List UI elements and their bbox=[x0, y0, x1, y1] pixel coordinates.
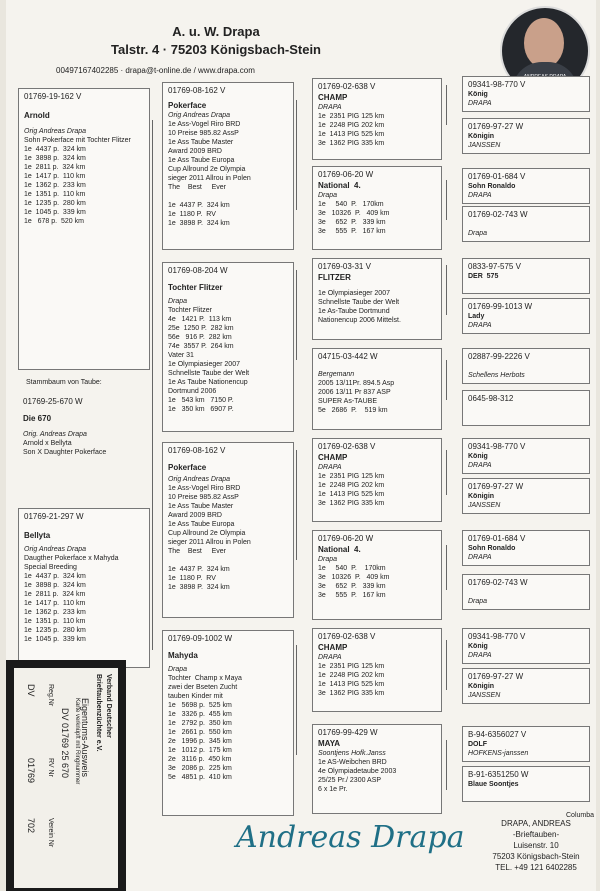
ring-number: 02887-99-2226 V bbox=[468, 352, 530, 361]
text-line: 1e 3898 p. 324 km bbox=[24, 582, 86, 589]
pigeon-name: DER 575 bbox=[468, 273, 499, 280]
ring-number: 01769-08-162 V bbox=[168, 446, 226, 455]
connector-line bbox=[446, 360, 447, 400]
pigeon-name: König bbox=[468, 453, 488, 460]
results-list bbox=[24, 572, 144, 644]
ring-number: 01769-97-27 W bbox=[468, 672, 524, 681]
breeder-line: DRAPA bbox=[468, 554, 492, 561]
pedigree-sheet bbox=[6, 0, 596, 891]
text-line: 3e 10326 P. 409 km bbox=[318, 574, 390, 581]
text-line: 1e As Taube Nationencup bbox=[168, 379, 248, 386]
pigeon-name: Lady bbox=[468, 313, 485, 320]
info-list bbox=[168, 674, 288, 782]
breeder-line: JANSSEN bbox=[468, 692, 501, 699]
text-line bbox=[168, 556, 288, 565]
ring-number: 01769-21-297 W bbox=[24, 512, 84, 521]
card-mahyda bbox=[162, 630, 294, 816]
connector-line bbox=[446, 450, 447, 495]
ring-number: B-94-6356027 V bbox=[468, 730, 527, 739]
text-line: 25/25 Pr./ 2300 ASP bbox=[318, 777, 382, 784]
breeder-line: DRAPA bbox=[468, 462, 492, 469]
breeder-line: Drapa bbox=[318, 192, 338, 199]
ring-number: 01769-01-684 V bbox=[468, 172, 526, 181]
text-line: Arnold x Bellyta bbox=[23, 440, 72, 447]
text-line: 1e 1235 p. 280 km bbox=[24, 627, 86, 634]
ring-number: 01769-97-27 W bbox=[468, 482, 524, 491]
info-list bbox=[168, 120, 288, 228]
text-line: 1e 1180 P. RV bbox=[168, 211, 216, 218]
card-great-grandparent bbox=[462, 118, 590, 154]
text-line: 1e Olympiasieger 2007 bbox=[318, 290, 390, 297]
text-line: TEL. +49 121 6402285 bbox=[495, 863, 577, 872]
text-line: 10 Preise 985.82 AssP bbox=[168, 130, 239, 137]
ring-number: 01769-02-638 V bbox=[318, 82, 376, 91]
text-line: 1e Ass Taube Master bbox=[168, 139, 234, 146]
ring-number: 0645-98-312 bbox=[468, 394, 514, 403]
breeder-line: DRAPA bbox=[318, 654, 342, 661]
text-line: Daugther Pokerface x Mahyda bbox=[24, 555, 119, 562]
text-line: Cup Allround 2e Olympia bbox=[168, 166, 246, 173]
text-line: 74e 3557 P. 264 km bbox=[168, 343, 234, 350]
ring-number: 09341-98-770 V bbox=[468, 80, 526, 89]
text-line: 3e 1362 PIG 335 km bbox=[318, 140, 385, 147]
text-line: 1e 1413 PIG 525 km bbox=[318, 491, 385, 498]
text-line: Schnellste Taube der Welt bbox=[168, 370, 250, 377]
text-line: 1e 1413 PIG 525 km bbox=[318, 131, 385, 138]
card-champ-1 bbox=[312, 78, 442, 160]
pigeon-name bbox=[468, 404, 584, 413]
text-line: 1e 1045 p. 339 km bbox=[24, 209, 86, 216]
text-line: 1e 1351 p. 110 km bbox=[24, 191, 86, 198]
text-line: 1e 1417 p. 110 km bbox=[24, 600, 86, 607]
text-line: 2e 3116 p. 450 km bbox=[168, 756, 232, 763]
text-line: 5e 2686 P. 519 km bbox=[318, 407, 388, 414]
text-line: 1e 350 km 6907 P. bbox=[168, 406, 234, 413]
text-line: 1e Ass Taube Europa bbox=[168, 521, 235, 528]
connector-line bbox=[446, 545, 447, 590]
text-line: 3e 2086 p. 225 km bbox=[168, 765, 232, 772]
pigeon-name: Pokerface bbox=[168, 101, 207, 110]
text-line: 1e Ass Taube Master bbox=[168, 503, 234, 510]
text-line: 1e AS-Weibchen BRD bbox=[318, 759, 387, 766]
card-org-line: Verband Deutscher bbox=[105, 674, 112, 738]
text-line: 1e 4437 p. 324 km bbox=[24, 146, 86, 153]
info-list bbox=[318, 758, 436, 794]
card-great-grandparent bbox=[462, 766, 590, 802]
pigeon-name: König bbox=[468, 643, 488, 650]
text-line: 3e 1362 PIG 335 km bbox=[318, 500, 385, 507]
text-line: The Best Ever bbox=[168, 184, 226, 191]
card-org-line: Brieftaubenzüchter e.V. bbox=[95, 674, 102, 752]
ownership-card bbox=[6, 660, 126, 891]
text-line: 3e 1362 PIG 335 km bbox=[318, 690, 385, 697]
description-line: Sohn Pokerface mit Tochter Flitzer bbox=[24, 137, 131, 144]
ring-number: 09341-98-770 V bbox=[468, 442, 526, 451]
connector-line bbox=[296, 100, 297, 210]
card-national-2 bbox=[312, 530, 442, 620]
pigeon-name: CHAMP bbox=[318, 453, 348, 462]
pigeon-name bbox=[468, 220, 584, 229]
info-list bbox=[318, 379, 436, 415]
card-great-grandparent bbox=[462, 628, 590, 664]
card-champ-2 bbox=[312, 438, 442, 522]
text-line: Son X Daughter Pokerface bbox=[23, 449, 107, 456]
ring-number: 09341-98-770 V bbox=[468, 632, 526, 641]
card-pokerface-1 bbox=[162, 82, 294, 250]
text-line: 5e 4851 p. 410 km bbox=[168, 774, 232, 781]
breeder-line: DRAPA bbox=[468, 100, 492, 107]
text-line: 1e 1045 p. 339 km bbox=[24, 636, 86, 643]
text-line: Luisenstr. 10 bbox=[513, 841, 559, 850]
card-ring-number: DV 01769 25 670 bbox=[60, 708, 70, 779]
ownership-card-inner bbox=[14, 668, 118, 888]
card-pokerface-2 bbox=[162, 442, 294, 618]
connector-line bbox=[446, 640, 447, 690]
connector-line bbox=[446, 740, 447, 790]
text-line: sieger 2011 Allrou in Polen bbox=[168, 539, 251, 546]
text-line: 1e 2351 PIG 125 km bbox=[318, 663, 385, 670]
text-line: zwei der Bseten Zucht bbox=[168, 684, 238, 691]
pigeon-name: Mahyda bbox=[168, 651, 198, 660]
breeder-line: DRAPA bbox=[318, 104, 342, 111]
card-great-grandparent bbox=[462, 478, 590, 514]
text-line: Vater 31 bbox=[168, 352, 194, 359]
info-list bbox=[24, 554, 144, 572]
breeder-stamp bbox=[476, 818, 596, 873]
ring-number: B-91-6351250 W bbox=[468, 770, 529, 779]
connector-line bbox=[296, 450, 297, 560]
text-line: 1e 1235 p. 280 km bbox=[24, 200, 86, 207]
info-list bbox=[23, 439, 145, 457]
ring-number: 04715-03-442 W bbox=[318, 352, 378, 361]
ring-number: 01769-01-684 V bbox=[468, 534, 526, 543]
card-great-grandparent bbox=[462, 726, 590, 762]
breeder-line: Orig Andreas Drapa bbox=[24, 546, 86, 553]
breeder-line: HOFKENS-janssen bbox=[468, 750, 529, 757]
card-champ-3 bbox=[312, 628, 442, 712]
text-line: Special Breeding bbox=[24, 564, 77, 571]
breeder-line: Orig Andreas Drapa bbox=[168, 112, 230, 119]
info-list bbox=[318, 662, 436, 698]
text-line: 1e 2792 p. 350 km bbox=[168, 720, 232, 727]
card-maya bbox=[312, 724, 442, 814]
pigeon-name: Königin bbox=[468, 133, 495, 140]
card-great-grandparent bbox=[462, 258, 590, 294]
card-great-grandparent bbox=[462, 438, 590, 474]
pigeon-name: DOLF bbox=[468, 741, 488, 748]
card-verein-label: Verein Nr bbox=[47, 818, 54, 848]
breeder-line: DRAPA bbox=[468, 192, 492, 199]
pigeon-name: Blaue Soontjes bbox=[468, 781, 519, 788]
connector-line bbox=[296, 645, 297, 755]
text-line: 1e 2811 p. 324 km bbox=[24, 591, 86, 598]
header-contact: 00497167402285 · drapa@t-online.de / www.drapa.com bbox=[56, 66, 255, 75]
info-list bbox=[318, 289, 436, 325]
text-line: 75203 Königsbach-Stein bbox=[492, 852, 580, 861]
breeder-line: Orig Andreas Drapa bbox=[24, 128, 86, 135]
breeder-line: Orig Andreas Drapa bbox=[168, 476, 230, 483]
breeder-line: Soontjens Hofk.Janss bbox=[318, 750, 386, 757]
breeder-line: Drapa bbox=[318, 556, 338, 563]
text-line: sieger 2011 Allrou in Polen bbox=[168, 175, 251, 182]
card-tochter-flitzer bbox=[162, 262, 294, 432]
breeder-line: JANSSEN bbox=[468, 502, 501, 509]
text-line: 1e 540 P. 170km bbox=[318, 565, 386, 572]
text-line: 56e 916 P. 282 km bbox=[168, 334, 232, 341]
ring-number: 01769-06-20 W bbox=[318, 170, 374, 179]
ring-number: 01769-08-162 V bbox=[168, 86, 226, 95]
card-note: Karte verknüpft mit Ringnummer bbox=[74, 698, 80, 785]
card-national-1 bbox=[312, 166, 442, 250]
card-great-grandparent bbox=[462, 348, 590, 384]
card-rv-label: RV Nr bbox=[47, 758, 54, 777]
card-arnold bbox=[18, 88, 150, 370]
text-line: 1e 1351 p. 110 km bbox=[24, 618, 86, 625]
pigeon-name bbox=[468, 588, 584, 597]
text-line: 1e 543 km 7150 P. bbox=[168, 397, 234, 404]
text-line: 2006 13/11 Pr 837 ASP bbox=[318, 389, 391, 396]
ring-number: 01769-02-638 V bbox=[318, 442, 376, 451]
text-line: SUPER As-TAUBE bbox=[318, 398, 377, 405]
card-rv-value: 01769 bbox=[26, 758, 36, 784]
text-line: 1e As-Taube Dortmund bbox=[318, 308, 390, 315]
text-line: Dortmund 2006 bbox=[168, 388, 217, 395]
header-title: A. u. W. Drapa bbox=[172, 24, 260, 39]
text-line: 1e 1012 p. 175 km bbox=[168, 747, 232, 754]
connector-line bbox=[152, 120, 153, 650]
breeder-line: Schellens Herbots bbox=[468, 372, 525, 379]
columba-label: Columba bbox=[566, 812, 595, 819]
text-line: 1e 4437 P. 324 km bbox=[168, 202, 230, 209]
breeder-line: DRAPA bbox=[468, 322, 492, 329]
card-great-grandparent bbox=[462, 390, 590, 426]
text-line: DRAPA, ANDREAS bbox=[501, 819, 571, 828]
pigeon-name: Königin bbox=[468, 493, 495, 500]
pigeon-name: Königin bbox=[468, 683, 495, 690]
text-line: 1e 1417 p. 110 km bbox=[24, 173, 86, 180]
card-great-grandparent bbox=[462, 206, 590, 242]
text-line: 3e 652 P. 339 km bbox=[318, 219, 386, 226]
text-line: 1e 3898 P. 324 km bbox=[168, 584, 230, 591]
text-line: Tochter Champ x Maya bbox=[168, 675, 242, 682]
connector-line bbox=[446, 180, 447, 220]
ring-number: 01769-02-743 W bbox=[468, 578, 528, 587]
stamp-lines bbox=[476, 818, 596, 873]
card-title: Eigentums-Ausweis bbox=[80, 698, 90, 778]
text-line: 3e 555 P. 167 km bbox=[318, 228, 386, 235]
text-line: -Brieftauben- bbox=[512, 830, 560, 839]
text-line: 1e 4437 P. 324 km bbox=[168, 566, 230, 573]
pigeon-name: MAYA bbox=[318, 739, 341, 748]
text-line: 10 Preise 985.82 AssP bbox=[168, 494, 239, 501]
info-list bbox=[318, 200, 436, 236]
text-line: Cup Allround 2e Olympia bbox=[168, 530, 246, 537]
breeder-line: Drapa bbox=[468, 598, 488, 605]
pigeon-name: Tochter Flitzer bbox=[168, 283, 223, 292]
signature: Andreas Drapa bbox=[236, 820, 465, 855]
pigeon-name: CHAMP bbox=[318, 93, 348, 102]
text-line: 1e 2248 PIG 202 km bbox=[318, 482, 385, 489]
text-line: 1e 2811 p. 324 km bbox=[24, 164, 86, 171]
card-great-grandparent bbox=[462, 298, 590, 334]
info-list bbox=[318, 112, 436, 148]
info-list bbox=[318, 564, 436, 600]
pigeon-name: Arnold bbox=[24, 111, 50, 120]
text-line: 1e 2248 PIG 202 km bbox=[318, 672, 385, 679]
ring-number: 01769-02-638 V bbox=[318, 632, 376, 641]
text-line: Nationencup 2006 Mittelst. bbox=[318, 317, 401, 324]
card-great-grandparent bbox=[462, 574, 590, 610]
pedigree-heading: Stammbaum von Taube: bbox=[26, 379, 102, 386]
text-line: 1e 4437 p. 324 km bbox=[24, 573, 86, 580]
text-line: Award 2009 BRD bbox=[168, 512, 222, 519]
pigeon-name bbox=[468, 362, 584, 371]
text-line: 1e 1362 p. 233 km bbox=[24, 609, 86, 616]
card-bellyta bbox=[18, 508, 150, 668]
text-line: 1e 3326 p. 455 km bbox=[168, 711, 232, 718]
breeder-line: DRAPA bbox=[468, 652, 492, 659]
text-line: 1e Olympiasieger 2007 bbox=[168, 361, 240, 368]
text-line: Schnellste Taube der Welt bbox=[318, 299, 400, 306]
text-line: 3e 555 P. 167 km bbox=[318, 592, 386, 599]
text-line: 1e Ass-Vogel Riro BRD bbox=[168, 121, 241, 128]
pigeon-name: Sohn Ronaldo bbox=[468, 545, 516, 552]
pigeon-name: Bellyta bbox=[24, 531, 51, 540]
text-line: 1e 1180 P. RV bbox=[168, 575, 216, 582]
text-line: 2e 1996 p. 345 km bbox=[168, 738, 232, 745]
ring-number: 01769-25-670 W bbox=[23, 397, 83, 406]
breeder-line: JANSSEN bbox=[468, 142, 501, 149]
pigeon-name: König bbox=[468, 91, 488, 98]
text-line: 1e Ass Taube Europa bbox=[168, 157, 235, 164]
text-line: 4e Olympiadetaube 2003 bbox=[318, 768, 397, 775]
card-flitzer bbox=[312, 258, 442, 340]
info-list bbox=[318, 472, 436, 508]
text-line: 1e 2351 PIG 125 km bbox=[318, 473, 385, 480]
breeder-line: Drapa bbox=[468, 230, 488, 237]
ring-number: 01769-06-20 W bbox=[318, 534, 374, 543]
breeder-line bbox=[468, 413, 584, 422]
text-line: 25e 1250 P. 282 km bbox=[168, 325, 234, 332]
face-shape bbox=[524, 18, 564, 68]
text-line: 3e 10326 P. 409 km bbox=[318, 210, 390, 217]
card-die670 bbox=[18, 390, 150, 500]
card-bergmann bbox=[312, 348, 442, 430]
breeder-line: Drapa bbox=[168, 666, 188, 673]
text-line: 1e 2661 p. 550 km bbox=[168, 729, 232, 736]
text-line: 3e 652 P. 339 km bbox=[318, 583, 386, 590]
pigeon-name: National 4. bbox=[318, 545, 361, 554]
text-line: Tochter Flitzer bbox=[168, 307, 212, 314]
pigeon-name: Sohn Ronaldo bbox=[468, 183, 516, 190]
breeder-line bbox=[468, 281, 584, 290]
ring-number: 0833-97-575 V bbox=[468, 262, 521, 271]
text-line: The Best Ever bbox=[168, 548, 226, 555]
connector-line bbox=[446, 85, 447, 125]
breeder-line: Drapa bbox=[168, 298, 188, 305]
breeder-line: DRAPA bbox=[318, 464, 342, 471]
card-dv-value: DV bbox=[26, 684, 36, 697]
card-verein-value: 702 bbox=[26, 818, 36, 834]
card-great-grandparent bbox=[462, 76, 590, 112]
connector-line bbox=[446, 265, 447, 315]
info-list bbox=[168, 484, 288, 592]
ring-number: 01769-19-162 V bbox=[24, 92, 82, 101]
breeder-line bbox=[468, 789, 584, 798]
ring-number: 01769-03-31 V bbox=[318, 262, 371, 271]
connector-line bbox=[296, 270, 297, 360]
card-great-grandparent bbox=[462, 530, 590, 566]
ring-number: 01769-99-1013 W bbox=[468, 302, 533, 311]
text-line: 1e 540 P. 170km bbox=[318, 201, 384, 208]
text-line: 6 x 1e Pr. bbox=[318, 786, 348, 793]
card-great-grandparent bbox=[462, 668, 590, 704]
ring-number: 01769-99-429 W bbox=[318, 728, 378, 737]
results-list bbox=[24, 145, 144, 226]
ring-number: 01769-02-743 W bbox=[468, 210, 528, 219]
ring-number: 01769-09-1002 W bbox=[168, 634, 233, 643]
text-line: 1e 1413 PIG 525 km bbox=[318, 681, 385, 688]
text-line: 1e Ass-Vogel Riro BRD bbox=[168, 485, 241, 492]
text-line: 1e 3898 P. 324 km bbox=[168, 220, 230, 227]
text-line: tauben Kinder mit bbox=[168, 693, 223, 700]
pigeon-name: CHAMP bbox=[318, 643, 348, 652]
text-line: 1e 3898 p. 324 km bbox=[24, 155, 86, 162]
header-address: Talstr. 4 · 75203 Königsbach-Stein bbox=[111, 42, 321, 57]
pigeon-name: Die 670 bbox=[23, 414, 52, 423]
pigeon-name: National 4. bbox=[318, 181, 361, 190]
breeder-line: Bergemann bbox=[318, 371, 355, 378]
pigeon-name: Pokerface bbox=[168, 463, 207, 472]
text-line: 1e 2248 PIG 202 km bbox=[318, 122, 385, 129]
text-line: 1e 1362 p. 233 km bbox=[24, 182, 86, 189]
text-line: 4e 1421 P. 113 km bbox=[168, 316, 232, 323]
text-line bbox=[168, 192, 288, 201]
ring-number: 01769-08-204 W bbox=[168, 266, 228, 275]
text-line: Award 2009 BRD bbox=[168, 148, 222, 155]
breeder-line: Orig. Andreas Drapa bbox=[23, 431, 87, 438]
text-line: 1e 5698 p. 525 km bbox=[168, 702, 232, 709]
text-line: 2005 13/11Pr. 894.5 Asp bbox=[318, 380, 395, 387]
card-reg-label: Reg.Nr bbox=[47, 684, 54, 707]
pigeon-name: FLITZER bbox=[318, 273, 351, 282]
text-line: 1e 678 p. 520 km bbox=[24, 218, 84, 225]
info-list bbox=[168, 306, 288, 414]
text-line: 1e 2351 PIG 125 km bbox=[318, 113, 385, 120]
card-great-grandparent bbox=[462, 168, 590, 204]
ring-number: 01769-97-27 W bbox=[468, 122, 524, 131]
